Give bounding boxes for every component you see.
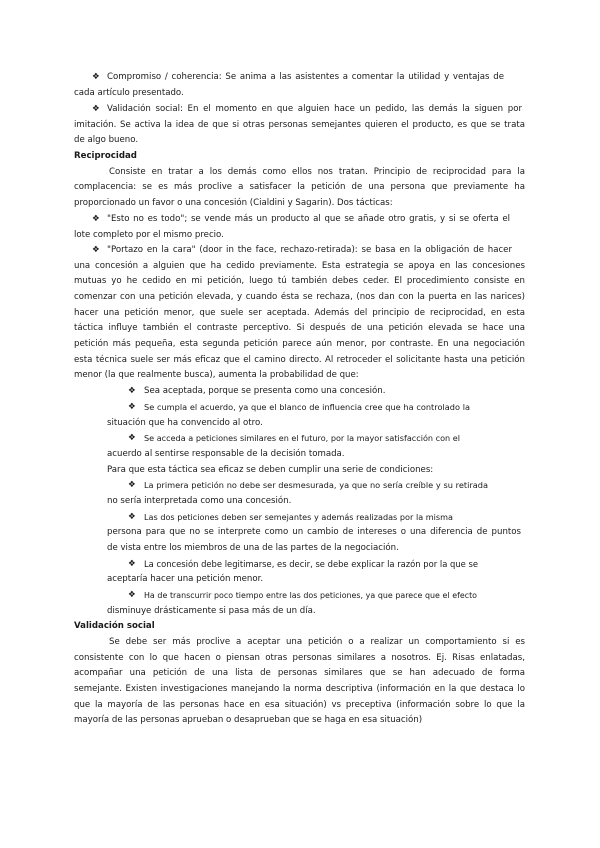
text-line: petición más pequeña, esta segunda petición parece aún menor, por contraste. En una negociación bbox=[74, 339, 525, 349]
bullet-icon: ❖ bbox=[128, 559, 136, 569]
text-line: una concesión a alguien que ha cedido previamente. Esta estrategia se apoya en las concesiones bbox=[74, 261, 525, 271]
text-line: disminuye drásticamente si pasa más de un día. bbox=[107, 606, 316, 616]
text-line: acuerdo al sentirse responsable de la decisión tomada. bbox=[107, 449, 345, 459]
text-line: imitación. Se activa la idea de que si otras personas semejantes quieren el producto, es que se trata bbox=[74, 120, 525, 130]
text-line: cada artículo presentado. bbox=[74, 88, 184, 98]
text-line: no sería interpretada como una concesión. bbox=[107, 496, 292, 506]
bullet-icon: ❖ bbox=[92, 214, 100, 224]
text-line: Sea aceptada, porque se presenta como una concesión. bbox=[144, 386, 386, 396]
text-line: Las dos peticiones deben ser semejantes y además realizadas por la misma bbox=[144, 512, 453, 522]
text-line: "Portazo en la cara" (door in the face, rechazo-retirada): se basa en la obligación de hacer bbox=[107, 245, 512, 255]
text-line: persona para que no se interprete como un cambio de intereses o una diferencia de puntos bbox=[107, 527, 521, 537]
text-line: menor (la que realmente busca), aumenta la probabilidad de que: bbox=[74, 370, 359, 380]
text-line: de algo bueno. bbox=[74, 135, 139, 145]
text-line: táctica influye también el contraste perceptivo. Si después de una petición elevada se hace una bbox=[74, 323, 525, 333]
bullet-icon: ❖ bbox=[92, 245, 100, 255]
text-line: lote completo por el mismo precio. bbox=[74, 230, 224, 240]
section-heading-reciprocidad: Reciprocidad bbox=[74, 151, 137, 161]
text-line: semejante. Existen investigaciones manejando la norma descriptiva (información en la que destaca lo bbox=[74, 684, 525, 694]
text-line: hacer una petición menor, que suele ser aceptada. Además del principio de reciprocidad, en esta bbox=[74, 308, 525, 318]
text-line: Validación social: En el momento en que alguien hace un pedido, las demás la siguen por bbox=[107, 104, 522, 114]
text-line: Compromiso / coherencia: Se anima a las asistentes a comentar la utilidad y ventajas de bbox=[107, 72, 504, 82]
text-line: proporcionado un favor o una concesión (Cialdini y Sagarin). Dos tácticas: bbox=[74, 198, 393, 208]
section-heading-validacion-social: Validación social bbox=[74, 621, 155, 631]
text-line: "Esto no es todo"; se vende más un producto al que se añade otro gratis, y si se oferta el bbox=[107, 214, 510, 224]
text-line: aceptaría hacer una petición menor. bbox=[107, 574, 264, 584]
text-line: comenzar con una petición elevada, y cuando ésta se rechaza, (nos dan con la puerta en las narices) bbox=[74, 292, 525, 302]
text-line: acompañar una petición de una lista de personas similares que se han adecuado de forma bbox=[74, 668, 525, 678]
text-line: La primera petición no debe ser desmesurada, ya que no sería creíble y su retirada bbox=[144, 480, 488, 490]
text-line: La concesión debe legitimarse, es decir, se debe explicar la razón por la que se bbox=[144, 559, 478, 569]
bullet-icon: ❖ bbox=[128, 386, 136, 396]
text-line: Ha de transcurrir poco tiempo entre las dos peticiones, ya que parece que el efecto bbox=[144, 591, 477, 600]
bullet-icon: ❖ bbox=[92, 72, 100, 82]
text-line: Se debe ser más proclive a aceptar una petición o a realizar un comportamiento si es bbox=[109, 637, 525, 647]
bullet-icon: ❖ bbox=[128, 402, 136, 412]
bullet-icon: ❖ bbox=[128, 512, 136, 522]
text-line: de vista entre los miembros de una de las partes de la negociación. bbox=[107, 543, 399, 553]
text-line: Se acceda a peticiones similares en el futuro, por la mayor satisfacción con el bbox=[144, 433, 460, 443]
text-line: Para que esta táctica sea eficaz se deben cumplir una serie de condiciones: bbox=[107, 465, 434, 475]
text-line: Consiste en tratar a los demás como ellos nos tratan. Principio de reciprocidad para la bbox=[109, 167, 525, 177]
text-line: complacencia: se es más proclive a satisfacer la petición de una persona que previamente ha bbox=[74, 182, 525, 192]
text-line: consistente con lo que hacen o piensan otras personas similares a nosotros. Ej. Risas enlatadas, bbox=[74, 653, 525, 663]
text-line: mayoría de las personas aprueban o desaprueban que se haga en esa situación) bbox=[74, 715, 423, 725]
bullet-icon: ❖ bbox=[92, 104, 100, 114]
text-line: mutuas yo he cedido en mi petición, luego tú también debes ceder. El procedimiento consiste en bbox=[74, 276, 525, 286]
text-line: esta técnica suele ser más eficaz que el camino directo. Al retroceder el solicitante hasta una petición bbox=[74, 355, 525, 365]
text-line: situación que ha convencido al otro. bbox=[107, 418, 263, 428]
bullet-icon: ❖ bbox=[128, 480, 136, 490]
bullet-icon: ❖ bbox=[128, 433, 136, 443]
text-line: Se cumpla el acuerdo, ya que el blanco de influencia cree que ha controlado la bbox=[144, 402, 470, 412]
bullet-icon: ❖ bbox=[128, 590, 136, 600]
text-line: que la mayoría de las personas hace en esa situación) vs preceptiva (información sobre lo que la bbox=[74, 700, 525, 710]
